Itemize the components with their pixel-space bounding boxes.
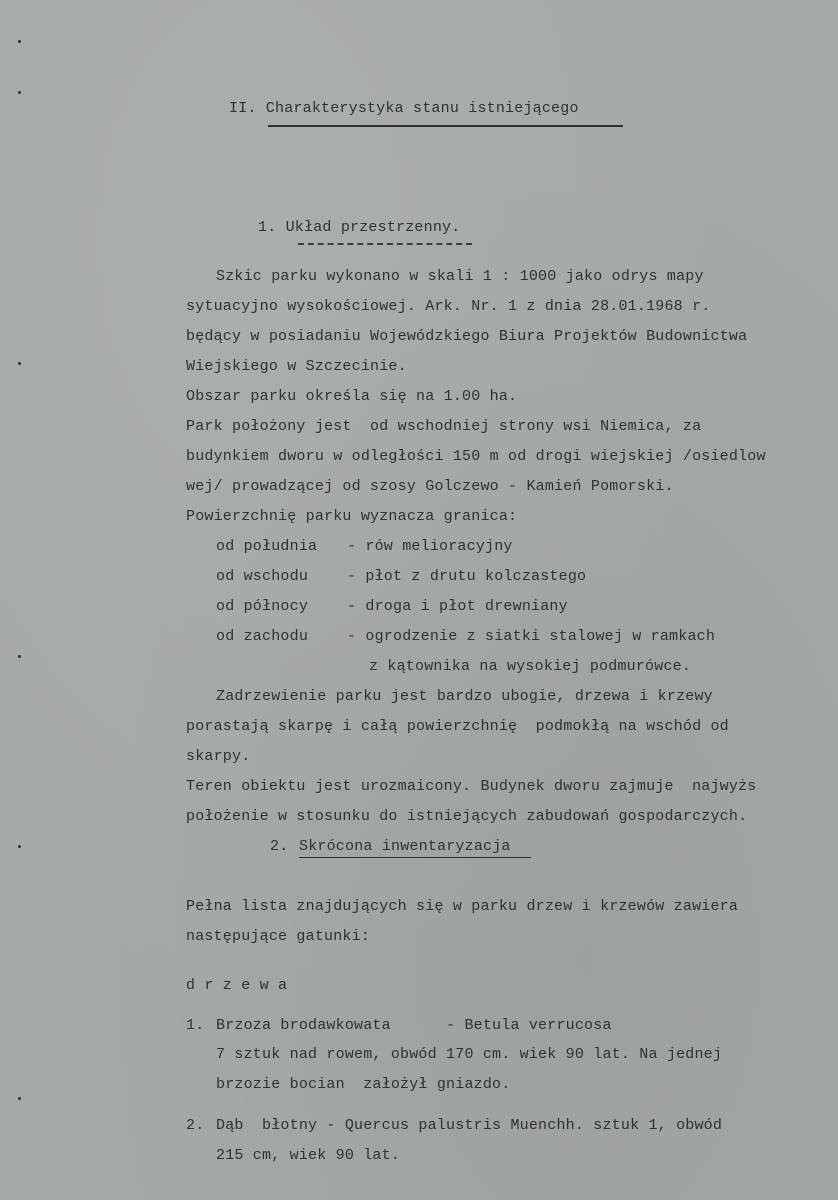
boundary-direction: od południa [216,538,318,555]
paragraph-line: porastają skarpę i całą powierzchnię podmokłą na wschód od [186,718,729,735]
boundary-description: - ogrodzenie z siatki stalowej w ramkach [347,628,716,645]
paragraph-line: budynkiem dworu w odległości 150 m od drogi wiejskiej /osiedlow [186,448,766,465]
paragraph-line: Teren obiektu jest urozmaicony. Budynek dworu zajmuje najwyżs [186,778,757,795]
paragraph-line: Obszar parku określa się na 1.00 ha. [186,388,518,405]
paragraph-line: następujące gatunki: [186,928,371,945]
paragraph-line: sytuacyjno wysokościowej. Ark. Nr. 1 z dnia 28.01.1968 r. [186,298,711,315]
paragraph-line: Wiejskiego w Szczecinie. [186,358,407,375]
paragraph-line: Powierzchnię parku wyznacza granica: [186,508,518,525]
paragraph-line: będący w posiadaniu Wojewódzkiego Biura Projektów Budownictwa [186,328,748,345]
list-item-line: 215 cm, wiek 90 lat. [216,1147,401,1164]
paragraph-line: położenie w stosunku do istniejących zabudowań gospodarczych. [186,808,748,825]
boundary-description: - płot z drutu kolczastego [347,568,587,585]
section-title: II. Charakterystyka stanu istniejącego [229,100,579,117]
paragraph-line: Zadrzewienie parku jest bardzo ubogie, drzewa i krzewy [216,688,713,705]
paragraph-line: wej/ prowadzącej od szosy Golczewo - Kamień Pomorski. [186,478,674,495]
boundary-description-continued: z kątownika na wysokiej podmurówce. [369,658,692,675]
subsection-2-underline [299,857,531,858]
subsection-1-title: 1. Układ przestrzenny. [258,219,461,236]
boundary-direction: od zachodu [216,628,309,645]
list-item-line: Brzoza brodawkowata - Betula verrucosa [216,1017,612,1034]
list-item-line: Dąb błotny - Quercus palustris Muenchh. sztuk 1, obwód [216,1117,723,1134]
boundary-description: - rów melioracyjny [347,538,513,555]
list-item-line: brzozie bocian założył gniazdo. [216,1076,511,1093]
boundary-direction: od wschodu [216,568,309,585]
subsection-1-underline [298,243,472,245]
list-item-number: 2. [186,1117,205,1134]
paragraph-line: Park położony jest od wschodniej strony wsi Niemica, za [186,418,702,435]
section-title-underline [268,125,623,127]
punch-mark [18,362,21,365]
trees-heading: d r z e w a [186,977,288,994]
list-item-line: 7 sztuk nad rowem, obwód 170 cm. wiek 90 lat. Na jednej [216,1046,723,1063]
paragraph-line: Pełna lista znajdujących się w parku drzew i krzewów zawiera [186,898,739,915]
boundary-direction: od północy [216,598,309,615]
punch-mark [18,91,21,94]
punch-mark [18,40,21,43]
punch-mark [18,655,21,658]
punch-mark [18,845,21,848]
subsection-2-number: 2. [270,838,289,855]
boundary-description: - droga i płot drewniany [347,598,568,615]
paragraph-line: Szkic parku wykonano w skali 1 : 1000 jako odrys mapy [216,268,704,285]
punch-mark [18,1097,21,1100]
subsection-2-title: Skrócona inwentaryzacja [299,838,511,855]
list-item-number: 1. [186,1017,205,1034]
paragraph-line: skarpy. [186,748,251,765]
